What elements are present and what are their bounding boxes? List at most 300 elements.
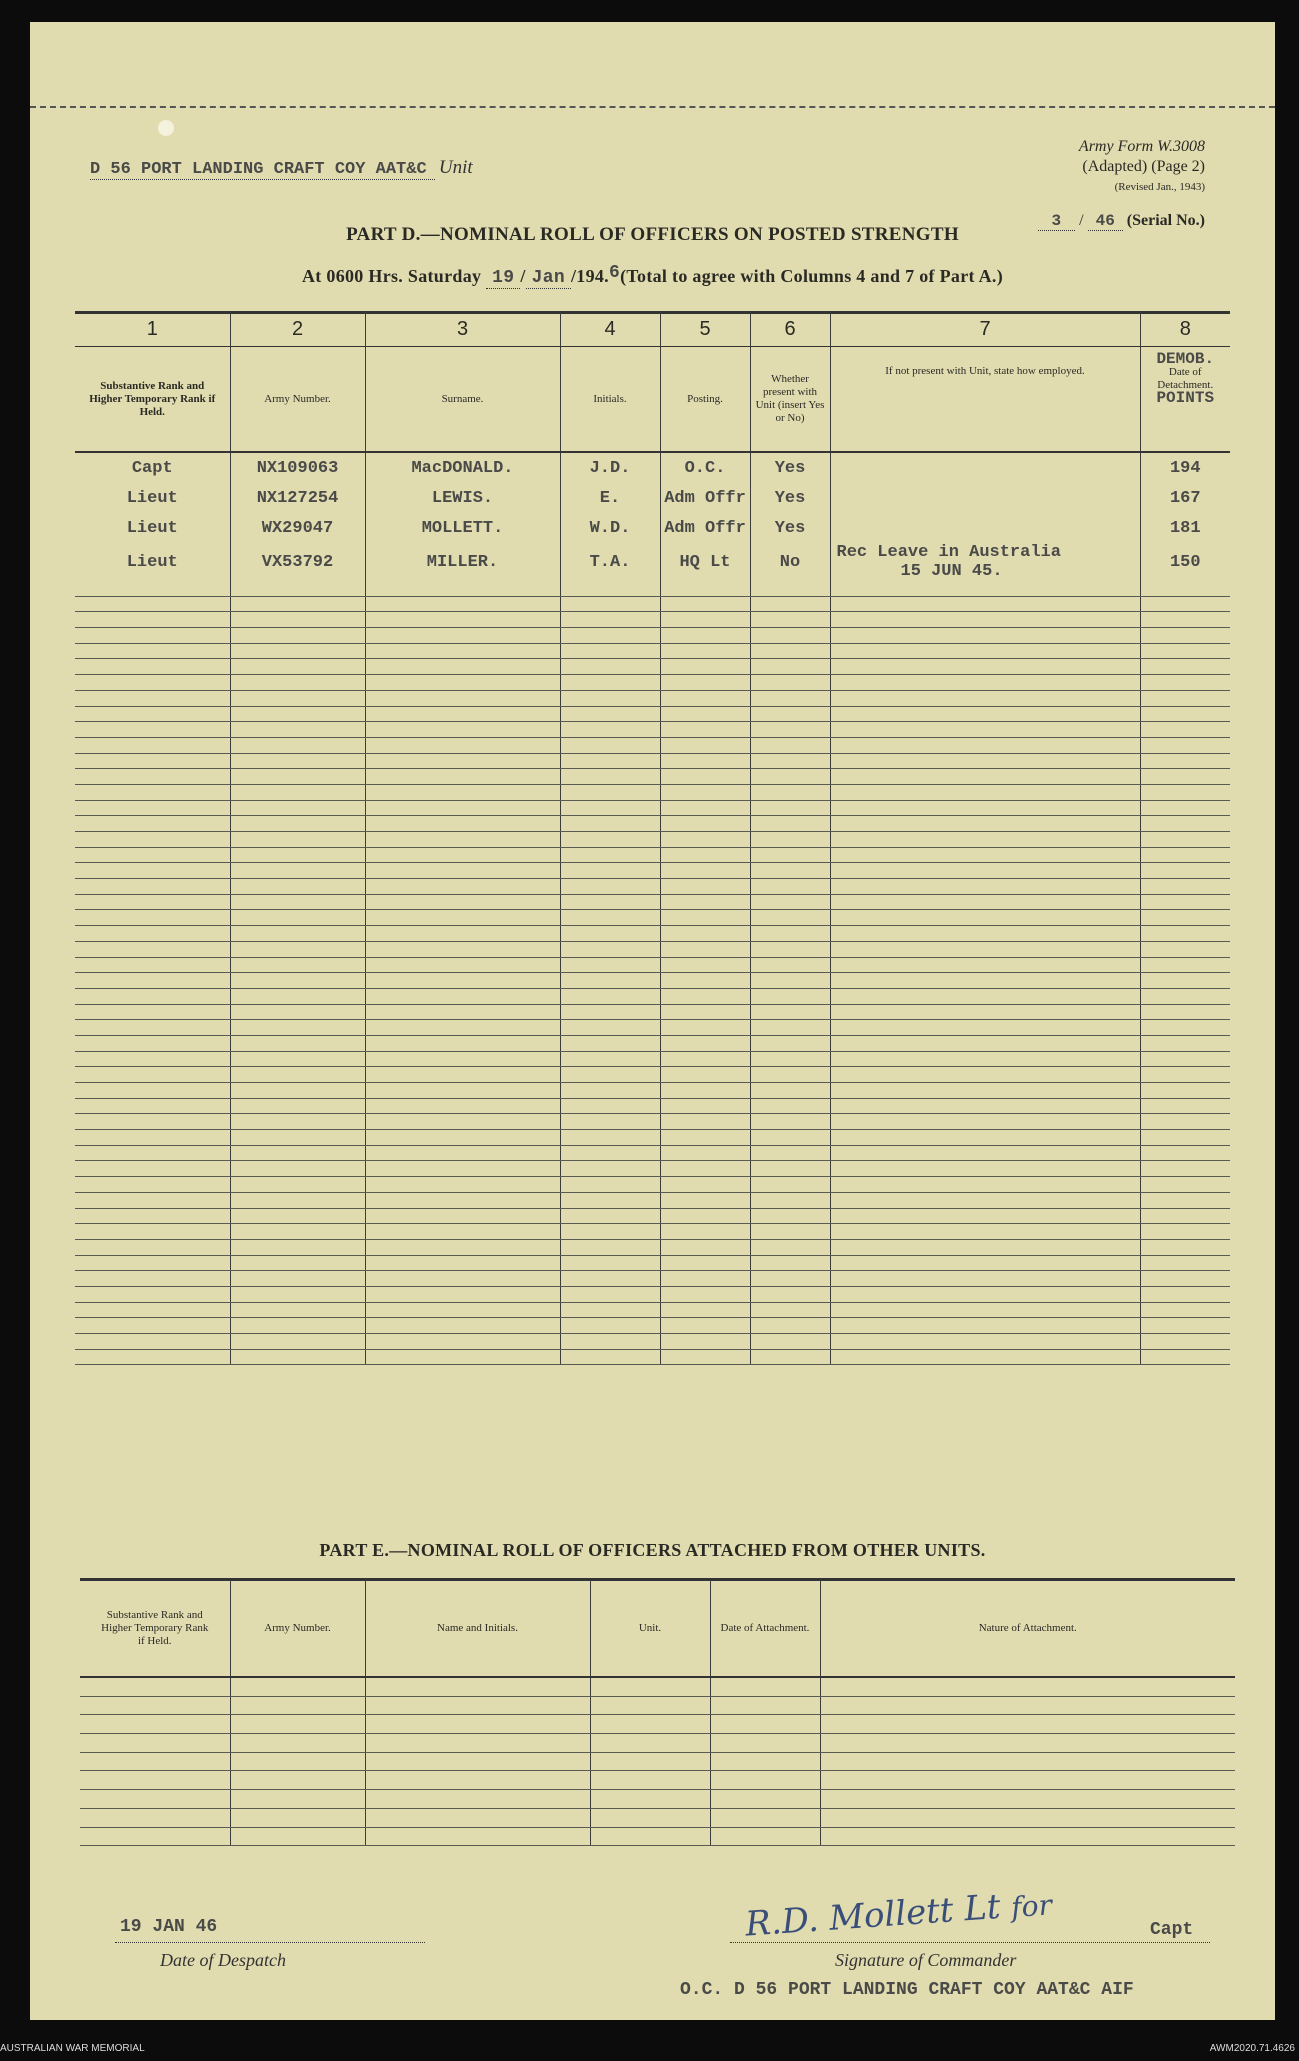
blank-cell[interactable]: [660, 1145, 750, 1161]
blank-cell[interactable]: [560, 1161, 660, 1177]
blank-cell[interactable]: [1140, 628, 1230, 644]
blank-cell[interactable]: [365, 1177, 560, 1193]
blank-cell[interactable]: [75, 800, 230, 816]
blank-cell[interactable]: [365, 988, 560, 1004]
blank-cell[interactable]: [750, 1239, 830, 1255]
blank-cell[interactable]: [750, 863, 830, 879]
blank-cell[interactable]: [230, 1083, 365, 1099]
blank-cell[interactable]: [750, 832, 830, 848]
blank-cell[interactable]: [1140, 1098, 1230, 1114]
blank-cell[interactable]: [230, 628, 365, 644]
blank-cell[interactable]: [1140, 988, 1230, 1004]
blank-cell[interactable]: [1140, 910, 1230, 926]
blank-cell[interactable]: [830, 957, 1140, 973]
blank-cell[interactable]: [710, 1790, 820, 1809]
blank-cell[interactable]: [75, 1161, 230, 1177]
blank-cell[interactable]: [830, 753, 1140, 769]
blank-cell[interactable]: [365, 737, 560, 753]
blank-cell[interactable]: [365, 722, 560, 738]
blank-cell[interactable]: [1140, 926, 1230, 942]
blank-cell[interactable]: [560, 1318, 660, 1334]
blank-cell[interactable]: [710, 1734, 820, 1753]
blank-cell[interactable]: [230, 988, 365, 1004]
blank-cell[interactable]: [660, 737, 750, 753]
blank-cell[interactable]: [710, 1752, 820, 1771]
blank-cell[interactable]: [1140, 1286, 1230, 1302]
blank-cell[interactable]: [560, 894, 660, 910]
blank-cell[interactable]: [750, 1177, 830, 1193]
blank-cell[interactable]: [365, 863, 560, 879]
blank-cell[interactable]: [75, 1130, 230, 1146]
blank-cell[interactable]: [80, 1715, 230, 1734]
blank-cell[interactable]: [830, 847, 1140, 863]
blank-cell[interactable]: [750, 973, 830, 989]
blank-cell[interactable]: [75, 628, 230, 644]
blank-cell[interactable]: [660, 1161, 750, 1177]
blank-cell[interactable]: [1140, 784, 1230, 800]
blank-cell[interactable]: [75, 1114, 230, 1130]
blank-cell[interactable]: [230, 894, 365, 910]
blank-cell[interactable]: [365, 1255, 560, 1271]
blank-cell[interactable]: [75, 1224, 230, 1240]
blank-cell[interactable]: [750, 894, 830, 910]
blank-cell[interactable]: [560, 784, 660, 800]
blank-cell[interactable]: [230, 769, 365, 785]
blank-cell[interactable]: [660, 1349, 750, 1365]
blank-cell[interactable]: [750, 1349, 830, 1365]
blank-cell[interactable]: [230, 1145, 365, 1161]
blank-cell[interactable]: [75, 832, 230, 848]
blank-cell[interactable]: [710, 1827, 820, 1846]
blank-cell[interactable]: [230, 1177, 365, 1193]
blank-cell[interactable]: [230, 1318, 365, 1334]
blank-cell[interactable]: [75, 1192, 230, 1208]
blank-cell[interactable]: [1140, 1208, 1230, 1224]
blank-cell[interactable]: [365, 596, 560, 612]
blank-cell[interactable]: [75, 957, 230, 973]
blank-cell[interactable]: [660, 847, 750, 863]
blank-cell[interactable]: [560, 1349, 660, 1365]
blank-cell[interactable]: [830, 863, 1140, 879]
blank-cell[interactable]: [660, 690, 750, 706]
blank-cell[interactable]: [365, 926, 560, 942]
blank-cell[interactable]: [560, 847, 660, 863]
blank-cell[interactable]: [830, 1114, 1140, 1130]
blank-cell[interactable]: [75, 1083, 230, 1099]
blank-cell[interactable]: [365, 957, 560, 973]
blank-cell[interactable]: [660, 581, 750, 596]
blank-cell[interactable]: [750, 643, 830, 659]
blank-cell[interactable]: [1140, 1192, 1230, 1208]
blank-cell[interactable]: [560, 1177, 660, 1193]
blank-cell[interactable]: [365, 1271, 560, 1287]
blank-cell[interactable]: [1140, 816, 1230, 832]
blank-cell[interactable]: [830, 1177, 1140, 1193]
blank-cell[interactable]: [660, 910, 750, 926]
blank-cell[interactable]: [365, 675, 560, 691]
blank-cell[interactable]: [830, 1224, 1140, 1240]
blank-cell[interactable]: [660, 800, 750, 816]
blank-cell[interactable]: [230, 1255, 365, 1271]
blank-cell[interactable]: [365, 612, 560, 628]
blank-cell[interactable]: [750, 737, 830, 753]
blank-cell[interactable]: [560, 596, 660, 612]
blank-cell[interactable]: [750, 957, 830, 973]
blank-cell[interactable]: [365, 1114, 560, 1130]
blank-cell[interactable]: [830, 941, 1140, 957]
blank-cell[interactable]: [75, 596, 230, 612]
blank-cell[interactable]: [830, 737, 1140, 753]
blank-cell[interactable]: [750, 1255, 830, 1271]
blank-cell[interactable]: [590, 1696, 710, 1715]
blank-cell[interactable]: [660, 1114, 750, 1130]
blank-cell[interactable]: [75, 1349, 230, 1365]
blank-cell[interactable]: [365, 628, 560, 644]
blank-cell[interactable]: [820, 1808, 1235, 1827]
blank-cell[interactable]: [710, 1771, 820, 1790]
blank-cell[interactable]: [1140, 675, 1230, 691]
blank-cell[interactable]: [830, 1286, 1140, 1302]
blank-cell[interactable]: [660, 722, 750, 738]
blank-cell[interactable]: [230, 612, 365, 628]
blank-cell[interactable]: [560, 1208, 660, 1224]
blank-cell[interactable]: [560, 659, 660, 675]
blank-cell[interactable]: [365, 816, 560, 832]
blank-cell[interactable]: [230, 1051, 365, 1067]
blank-cell[interactable]: [75, 1271, 230, 1287]
blank-cell[interactable]: [750, 800, 830, 816]
blank-cell[interactable]: [75, 643, 230, 659]
blank-cell[interactable]: [365, 1677, 590, 1696]
blank-cell[interactable]: [230, 957, 365, 973]
blank-cell[interactable]: [1140, 581, 1230, 596]
blank-cell[interactable]: [1140, 1130, 1230, 1146]
blank-cell[interactable]: [820, 1677, 1235, 1696]
blank-cell[interactable]: [750, 784, 830, 800]
blank-cell[interactable]: [820, 1715, 1235, 1734]
blank-cell[interactable]: [230, 737, 365, 753]
blank-cell[interactable]: [230, 1130, 365, 1146]
blank-cell[interactable]: [75, 926, 230, 942]
blank-cell[interactable]: [230, 1349, 365, 1365]
blank-cell[interactable]: [1140, 1239, 1230, 1255]
blank-cell[interactable]: [230, 1035, 365, 1051]
blank-cell[interactable]: [560, 1004, 660, 1020]
blank-cell[interactable]: [365, 847, 560, 863]
blank-cell[interactable]: [560, 737, 660, 753]
blank-cell[interactable]: [560, 769, 660, 785]
blank-cell[interactable]: [660, 988, 750, 1004]
blank-cell[interactable]: [560, 1334, 660, 1350]
blank-cell[interactable]: [750, 941, 830, 957]
blank-cell[interactable]: [660, 1334, 750, 1350]
blank-cell[interactable]: [75, 1145, 230, 1161]
blank-cell[interactable]: [230, 800, 365, 816]
blank-cell[interactable]: [590, 1734, 710, 1753]
blank-cell[interactable]: [1140, 1334, 1230, 1350]
blank-cell[interactable]: [1140, 1271, 1230, 1287]
blank-cell[interactable]: [750, 1302, 830, 1318]
blank-cell[interactable]: [830, 1192, 1140, 1208]
blank-cell[interactable]: [1140, 1302, 1230, 1318]
blank-cell[interactable]: [750, 1271, 830, 1287]
blank-cell[interactable]: [365, 800, 560, 816]
blank-cell[interactable]: [830, 690, 1140, 706]
blank-cell[interactable]: [830, 832, 1140, 848]
blank-cell[interactable]: [230, 832, 365, 848]
blank-cell[interactable]: [830, 722, 1140, 738]
blank-cell[interactable]: [230, 784, 365, 800]
blank-cell[interactable]: [365, 581, 560, 596]
blank-cell[interactable]: [1140, 659, 1230, 675]
blank-cell[interactable]: [560, 722, 660, 738]
blank-cell[interactable]: [590, 1677, 710, 1696]
blank-cell[interactable]: [365, 1808, 590, 1827]
blank-cell[interactable]: [230, 1192, 365, 1208]
blank-cell[interactable]: [80, 1752, 230, 1771]
blank-cell[interactable]: [830, 1239, 1140, 1255]
blank-cell[interactable]: [660, 1271, 750, 1287]
blank-cell[interactable]: [830, 926, 1140, 942]
blank-cell[interactable]: [560, 1192, 660, 1208]
blank-cell[interactable]: [75, 1208, 230, 1224]
blank-cell[interactable]: [365, 1334, 560, 1350]
blank-cell[interactable]: [830, 628, 1140, 644]
blank-cell[interactable]: [365, 1020, 560, 1036]
blank-cell[interactable]: [660, 816, 750, 832]
blank-cell[interactable]: [560, 1083, 660, 1099]
blank-cell[interactable]: [750, 1004, 830, 1020]
blank-cell[interactable]: [1140, 1067, 1230, 1083]
blank-cell[interactable]: [820, 1790, 1235, 1809]
blank-cell[interactable]: [830, 1334, 1140, 1350]
blank-cell[interactable]: [750, 1051, 830, 1067]
blank-cell[interactable]: [75, 753, 230, 769]
blank-cell[interactable]: [560, 1302, 660, 1318]
blank-cell[interactable]: [830, 1130, 1140, 1146]
blank-cell[interactable]: [560, 988, 660, 1004]
blank-cell[interactable]: [75, 973, 230, 989]
blank-cell[interactable]: [75, 612, 230, 628]
blank-cell[interactable]: [660, 769, 750, 785]
blank-cell[interactable]: [830, 675, 1140, 691]
blank-cell[interactable]: [75, 941, 230, 957]
blank-cell[interactable]: [660, 957, 750, 973]
blank-cell[interactable]: [230, 1696, 365, 1715]
blank-cell[interactable]: [820, 1752, 1235, 1771]
blank-cell[interactable]: [365, 1130, 560, 1146]
blank-cell[interactable]: [75, 988, 230, 1004]
blank-cell[interactable]: [660, 1051, 750, 1067]
blank-cell[interactable]: [75, 863, 230, 879]
blank-cell[interactable]: [560, 1114, 660, 1130]
blank-cell[interactable]: [660, 643, 750, 659]
blank-cell[interactable]: [710, 1696, 820, 1715]
blank-cell[interactable]: [830, 910, 1140, 926]
blank-cell[interactable]: [560, 1255, 660, 1271]
blank-cell[interactable]: [365, 753, 560, 769]
blank-cell[interactable]: [830, 1318, 1140, 1334]
blank-cell[interactable]: [75, 1177, 230, 1193]
blank-cell[interactable]: [365, 1318, 560, 1334]
blank-cell[interactable]: [75, 690, 230, 706]
blank-cell[interactable]: [75, 1098, 230, 1114]
blank-cell[interactable]: [75, 1286, 230, 1302]
blank-cell[interactable]: [830, 800, 1140, 816]
blank-cell[interactable]: [230, 879, 365, 895]
blank-cell[interactable]: [660, 1020, 750, 1036]
blank-cell[interactable]: [750, 1334, 830, 1350]
blank-cell[interactable]: [365, 1208, 560, 1224]
blank-cell[interactable]: [660, 753, 750, 769]
blank-cell[interactable]: [560, 1286, 660, 1302]
blank-cell[interactable]: [560, 706, 660, 722]
blank-cell[interactable]: [365, 941, 560, 957]
blank-cell[interactable]: [230, 1715, 365, 1734]
blank-cell[interactable]: [660, 1083, 750, 1099]
blank-cell[interactable]: [560, 910, 660, 926]
blank-cell[interactable]: [230, 926, 365, 942]
blank-cell[interactable]: [660, 1177, 750, 1193]
blank-cell[interactable]: [230, 690, 365, 706]
blank-cell[interactable]: [75, 737, 230, 753]
blank-cell[interactable]: [365, 894, 560, 910]
blank-cell[interactable]: [230, 1752, 365, 1771]
blank-cell[interactable]: [1140, 737, 1230, 753]
blank-cell[interactable]: [710, 1677, 820, 1696]
blank-cell[interactable]: [560, 957, 660, 973]
blank-cell[interactable]: [660, 973, 750, 989]
blank-cell[interactable]: [1140, 1004, 1230, 1020]
blank-cell[interactable]: [365, 706, 560, 722]
blank-cell[interactable]: [75, 1239, 230, 1255]
blank-cell[interactable]: [1140, 753, 1230, 769]
blank-cell[interactable]: [365, 1302, 560, 1318]
blank-cell[interactable]: [75, 894, 230, 910]
blank-cell[interactable]: [750, 1083, 830, 1099]
blank-cell[interactable]: [1140, 1114, 1230, 1130]
blank-cell[interactable]: [830, 1208, 1140, 1224]
blank-cell[interactable]: [660, 1067, 750, 1083]
blank-cell[interactable]: [660, 1224, 750, 1240]
blank-cell[interactable]: [230, 1271, 365, 1287]
blank-cell[interactable]: [230, 581, 365, 596]
blank-cell[interactable]: [750, 1145, 830, 1161]
blank-cell[interactable]: [1140, 1051, 1230, 1067]
blank-cell[interactable]: [830, 581, 1140, 596]
blank-cell[interactable]: [1140, 1020, 1230, 1036]
blank-cell[interactable]: [230, 753, 365, 769]
blank-cell[interactable]: [365, 832, 560, 848]
blank-cell[interactable]: [560, 643, 660, 659]
blank-cell[interactable]: [365, 1349, 560, 1365]
blank-cell[interactable]: [80, 1827, 230, 1846]
blank-cell[interactable]: [1140, 690, 1230, 706]
blank-cell[interactable]: [560, 941, 660, 957]
blank-cell[interactable]: [365, 1752, 590, 1771]
blank-cell[interactable]: [560, 1271, 660, 1287]
blank-cell[interactable]: [75, 675, 230, 691]
blank-cell[interactable]: [80, 1808, 230, 1827]
blank-cell[interactable]: [365, 1771, 590, 1790]
blank-cell[interactable]: [590, 1827, 710, 1846]
blank-cell[interactable]: [230, 1771, 365, 1790]
blank-cell[interactable]: [230, 675, 365, 691]
blank-cell[interactable]: [660, 894, 750, 910]
blank-cell[interactable]: [560, 1145, 660, 1161]
blank-cell[interactable]: [365, 1734, 590, 1753]
blank-cell[interactable]: [75, 1067, 230, 1083]
blank-cell[interactable]: [560, 1051, 660, 1067]
blank-cell[interactable]: [590, 1808, 710, 1827]
blank-cell[interactable]: [710, 1715, 820, 1734]
blank-cell[interactable]: [830, 816, 1140, 832]
blank-cell[interactable]: [560, 1067, 660, 1083]
blank-cell[interactable]: [660, 1035, 750, 1051]
blank-cell[interactable]: [820, 1696, 1235, 1715]
blank-cell[interactable]: [1140, 832, 1230, 848]
blank-cell[interactable]: [750, 816, 830, 832]
blank-cell[interactable]: [660, 1286, 750, 1302]
blank-cell[interactable]: [230, 816, 365, 832]
blank-cell[interactable]: [750, 675, 830, 691]
blank-cell[interactable]: [230, 847, 365, 863]
blank-cell[interactable]: [80, 1696, 230, 1715]
blank-cell[interactable]: [830, 1145, 1140, 1161]
blank-cell[interactable]: [230, 1224, 365, 1240]
blank-cell[interactable]: [230, 722, 365, 738]
blank-cell[interactable]: [1140, 800, 1230, 816]
blank-cell[interactable]: [560, 753, 660, 769]
blank-cell[interactable]: [365, 1083, 560, 1099]
blank-cell[interactable]: [750, 988, 830, 1004]
blank-cell[interactable]: [660, 879, 750, 895]
blank-cell[interactable]: [75, 816, 230, 832]
blank-cell[interactable]: [660, 1192, 750, 1208]
blank-cell[interactable]: [830, 1051, 1140, 1067]
blank-cell[interactable]: [830, 659, 1140, 675]
blank-cell[interactable]: [560, 1020, 660, 1036]
blank-cell[interactable]: [750, 706, 830, 722]
blank-cell[interactable]: [80, 1734, 230, 1753]
blank-cell[interactable]: [1140, 973, 1230, 989]
blank-cell[interactable]: [75, 910, 230, 926]
blank-cell[interactable]: [230, 1827, 365, 1846]
blank-cell[interactable]: [660, 659, 750, 675]
blank-cell[interactable]: [1140, 612, 1230, 628]
blank-cell[interactable]: [1140, 1349, 1230, 1365]
blank-cell[interactable]: [365, 659, 560, 675]
blank-cell[interactable]: [660, 941, 750, 957]
blank-cell[interactable]: [75, 784, 230, 800]
blank-cell[interactable]: [820, 1771, 1235, 1790]
blank-cell[interactable]: [230, 1302, 365, 1318]
blank-cell[interactable]: [750, 1286, 830, 1302]
blank-cell[interactable]: [230, 1808, 365, 1827]
blank-cell[interactable]: [830, 1161, 1140, 1177]
blank-cell[interactable]: [75, 769, 230, 785]
blank-cell[interactable]: [365, 973, 560, 989]
blank-cell[interactable]: [230, 643, 365, 659]
blank-cell[interactable]: [560, 1130, 660, 1146]
blank-cell[interactable]: [750, 1130, 830, 1146]
blank-cell[interactable]: [660, 926, 750, 942]
blank-cell[interactable]: [660, 863, 750, 879]
blank-cell[interactable]: [750, 1161, 830, 1177]
blank-cell[interactable]: [230, 941, 365, 957]
blank-cell[interactable]: [1140, 1161, 1230, 1177]
blank-cell[interactable]: [1140, 1035, 1230, 1051]
